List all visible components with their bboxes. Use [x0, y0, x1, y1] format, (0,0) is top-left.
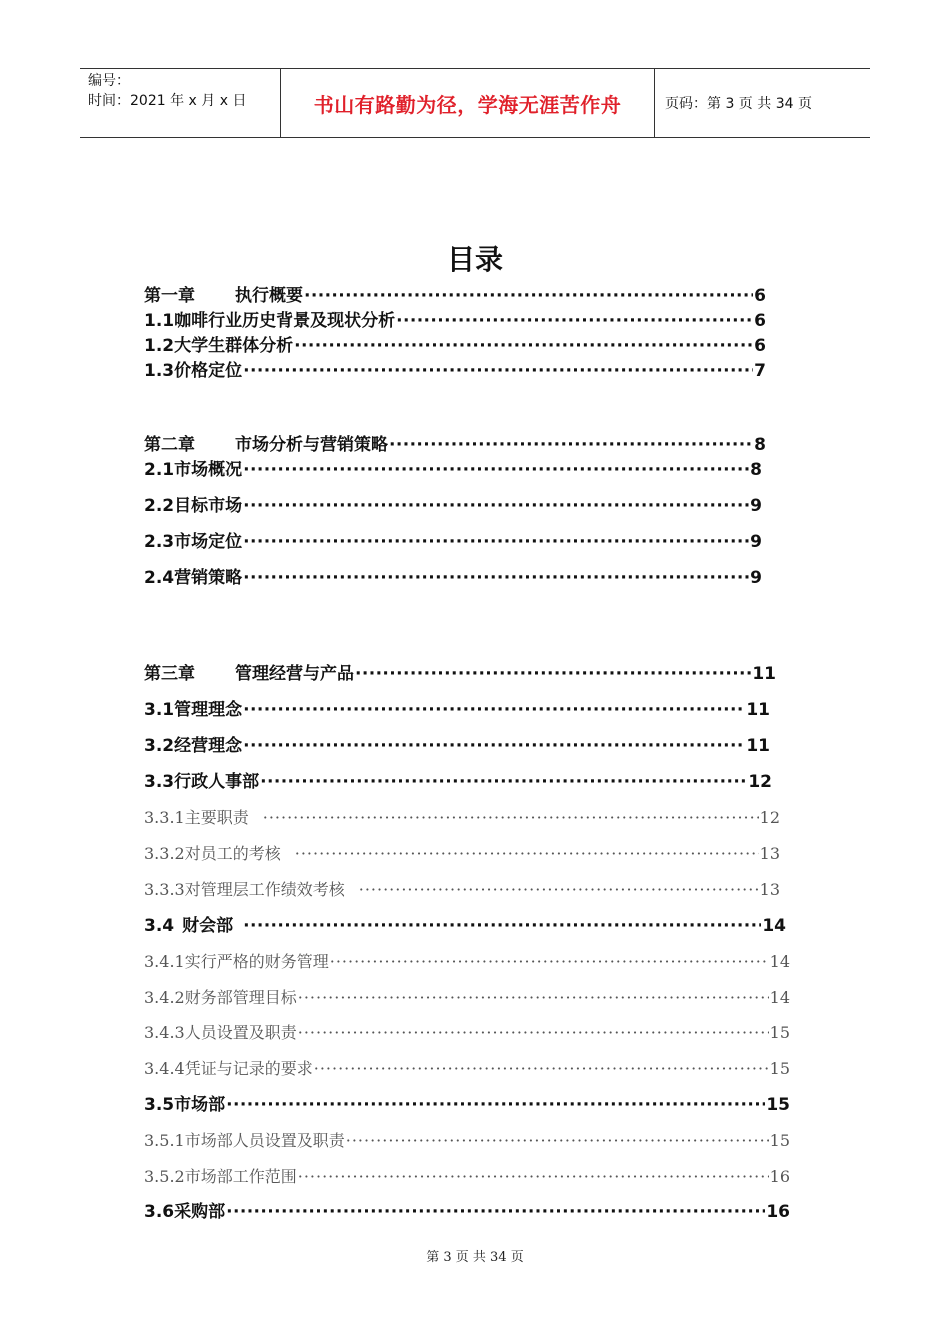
toc-leader: [304, 284, 753, 308]
toc-page: 13: [759, 880, 780, 899]
toc-entry[interactable]: [144, 530, 762, 554]
toc-text: 对员工的考核: [184, 844, 281, 863]
toc-text: 咖啡行业历史背景及现状分析: [174, 311, 396, 331]
toc-num: 2.2: [144, 496, 175, 516]
toc-num: 第三章: [144, 664, 195, 684]
toc-entry[interactable]: [144, 770, 772, 794]
toc-leader: [314, 1057, 769, 1081]
toc-num: 1.2: [144, 336, 175, 356]
toc-text: 主要职责: [184, 808, 249, 827]
toc-text: 目标市场: [174, 496, 243, 516]
time-label: 时间：2021 年 x 月 x 日: [88, 93, 247, 109]
toc-leader: [298, 986, 769, 1010]
toc-text: 管理理念: [174, 700, 243, 720]
toc-num: 2.3: [144, 532, 175, 552]
toc-page: 9: [750, 496, 762, 516]
toc-leader: [389, 433, 753, 457]
toc-leader: [226, 1200, 765, 1224]
toc-leader: [243, 494, 749, 518]
toc-text: 凭证与记录的要求: [184, 1059, 313, 1078]
toc-entry-chapter-1[interactable]: [144, 284, 766, 308]
toc-text: 经营理念: [174, 736, 243, 756]
motto: 书山有路勤为径，学海无涯苦作舟: [313, 92, 622, 117]
toc-leader: [243, 458, 749, 482]
toc-page: 8: [750, 460, 762, 480]
toc-num: 3.4.4: [144, 1059, 185, 1078]
page-title: 目录: [446, 243, 503, 276]
toc-text: 对管理层工作绩效考核: [184, 880, 345, 899]
toc-entry-sub[interactable]: [144, 1129, 790, 1153]
toc-page: 14: [769, 988, 790, 1007]
toc-page: 11: [746, 736, 770, 756]
toc-page: 15: [769, 1023, 790, 1042]
toc-text: 管理经营与产品: [235, 664, 354, 684]
toc-text: 营销策略: [174, 568, 243, 588]
toc-text: 市场分析与营销策略: [235, 435, 388, 455]
toc-num: 第一章: [144, 286, 195, 306]
toc-text: 价格定位: [174, 361, 243, 381]
toc-entry-chapter-2[interactable]: [144, 433, 766, 457]
toc-page: 11: [752, 664, 776, 684]
toc-entry[interactable]: [144, 1093, 790, 1117]
toc-num: 3.1: [144, 700, 175, 720]
toc-text: 财会部: [182, 916, 234, 936]
toc-page: 12: [748, 772, 772, 792]
toc-entry[interactable]: [144, 458, 762, 482]
toc-page: 9: [750, 568, 762, 588]
toc-text: 执行概要: [235, 286, 303, 306]
toc-page: 6: [754, 286, 766, 306]
toc-entry[interactable]: [144, 566, 762, 590]
toc-entry-sub[interactable]: [144, 950, 790, 974]
toc-num: 2.4: [144, 568, 175, 588]
toc-page: 9: [750, 532, 762, 552]
toc-leader: [294, 334, 753, 358]
toc-leader: [359, 878, 759, 902]
toc-text: 行政人事部: [174, 772, 260, 792]
toc-leader: [243, 359, 753, 383]
toc-text: 财务部管理目标: [184, 988, 297, 1007]
toc-page: 15: [766, 1095, 790, 1115]
toc-leader: [396, 309, 753, 333]
toc-entry[interactable]: [144, 359, 766, 383]
toc-leader: [243, 566, 749, 590]
toc-page: 15: [769, 1131, 790, 1150]
toc-num: 3.2: [144, 736, 175, 756]
toc-text: 市场部: [174, 1095, 226, 1115]
toc-entry-sub[interactable]: [144, 1057, 790, 1081]
toc-leader: [298, 1165, 769, 1189]
toc-entry[interactable]: [144, 914, 786, 938]
toc-entry-sub[interactable]: [144, 1021, 790, 1045]
toc-text: 大学生群体分析: [174, 336, 294, 356]
toc-leader: [243, 914, 761, 938]
toc-entry[interactable]: [144, 734, 770, 758]
toc-page: 8: [754, 435, 766, 455]
toc-leader: [295, 842, 759, 866]
toc-page: 6: [754, 336, 766, 356]
toc-page: 16: [766, 1202, 790, 1222]
toc-leader: [243, 698, 745, 722]
toc-entry-sub[interactable]: [144, 842, 780, 866]
toc-page: 15: [769, 1059, 790, 1078]
toc-entry[interactable]: [144, 698, 770, 722]
toc-text: 实行严格的财务管理: [184, 952, 329, 971]
toc-entry-sub[interactable]: [144, 806, 780, 830]
toc-leader: [226, 1093, 765, 1117]
toc-entry[interactable]: [144, 1200, 790, 1224]
toc-page: 14: [762, 916, 786, 936]
toc-num: 第二章: [144, 435, 195, 455]
toc-entry-sub[interactable]: [144, 1165, 790, 1189]
toc-entry-sub[interactable]: [144, 878, 780, 902]
toc-text: 市场部人员设置及职责: [184, 1131, 345, 1150]
toc-num: 3.5.2: [144, 1167, 185, 1186]
toc-leader: [243, 734, 745, 758]
toc-page: 13: [759, 844, 780, 863]
toc-num: 3.3: [144, 772, 175, 792]
number-label: 编号：: [88, 73, 130, 89]
toc-text: 人员设置及职责: [184, 1023, 297, 1042]
toc-num: 3.3.2: [144, 844, 185, 863]
toc-num: 3.5: [144, 1095, 175, 1115]
toc-num: 1.1: [144, 311, 175, 331]
toc-leader: [346, 1129, 769, 1153]
toc-num: 3.4: [144, 916, 175, 936]
toc-num: 3.4.3: [144, 1023, 185, 1042]
toc-num: 1.3: [144, 361, 175, 381]
toc-entry[interactable]: [144, 494, 762, 518]
toc-num: 3.3.3: [144, 880, 185, 899]
toc-page: 12: [759, 808, 780, 827]
page-footer: 第 3 页 共 34 页: [426, 1250, 524, 1265]
toc-leader: [355, 662, 751, 686]
toc-page: 14: [769, 952, 790, 971]
toc-page: 6: [754, 311, 766, 331]
toc-page: 7: [754, 361, 766, 381]
toc-leader: [260, 770, 747, 794]
toc-text: 市场部工作范围: [184, 1167, 297, 1186]
page-info: 页码：第 3 页 共 34 页: [665, 96, 812, 112]
toc-text: 市场定位: [174, 532, 243, 552]
toc-page: 11: [746, 700, 770, 720]
toc-num: 3.3.1: [144, 808, 185, 827]
toc-num: 3.4.1: [144, 952, 185, 971]
toc-num: 3.5.1: [144, 1131, 185, 1150]
toc-entry-chapter-3[interactable]: [144, 662, 776, 686]
toc-num: 2.1: [144, 460, 175, 480]
toc-leader: [243, 530, 749, 554]
toc-entry[interactable]: [144, 334, 766, 358]
toc-page: 16: [769, 1167, 790, 1186]
toc-leader: [263, 806, 759, 830]
toc-text: 采购部: [174, 1202, 226, 1222]
toc-num: 3.6: [144, 1202, 175, 1222]
toc-leader: [330, 950, 769, 974]
toc-num: 3.4.2: [144, 988, 185, 1007]
toc-text: 市场概况: [174, 460, 243, 480]
toc-entry[interactable]: [144, 309, 766, 333]
toc-entry-sub[interactable]: [144, 986, 790, 1010]
toc-leader: [298, 1021, 769, 1045]
